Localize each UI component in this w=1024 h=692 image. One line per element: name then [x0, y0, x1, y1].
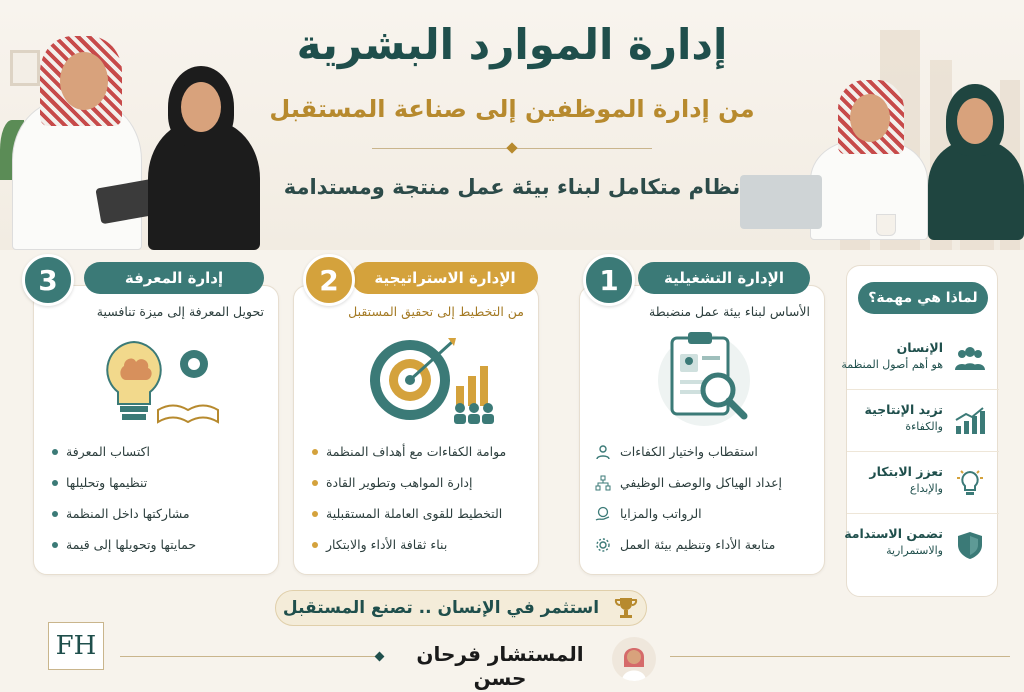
diamond-ornament: [375, 652, 385, 662]
why-row: [844, 514, 999, 576]
coffee-cup-icon: [876, 214, 896, 236]
card-list: [594, 436, 804, 560]
list-item-label: مشاركتها داخل المنظمة: [66, 506, 190, 521]
card-list: [312, 436, 522, 560]
list-item: [594, 498, 804, 529]
why-row: [847, 390, 999, 452]
card-number-3: 3: [22, 254, 74, 306]
why-row-title: تزيد الإنتاجية: [864, 402, 943, 417]
list-item-label: موامة الكفاءات مع أهداف المنظمة: [326, 444, 507, 459]
lightbulb-brain-icon: [98, 336, 228, 426]
card-strategic: [293, 285, 539, 575]
bullet-dot: [312, 449, 318, 455]
list-item-label: تنظيمها وتحليلها: [66, 475, 148, 490]
list-item-label: متابعة الأداء وتنظيم بيئة العمل: [620, 537, 776, 552]
list-item: [594, 529, 804, 560]
trophy-icon: [613, 596, 639, 620]
list-item: [312, 436, 522, 467]
list-item-label: الرواتب والمزايا: [620, 506, 702, 521]
list-item-label: حمايتها وتحويلها إلى قيمة: [66, 537, 197, 552]
card-title-knowledge: إدارة المعرفة: [84, 262, 264, 294]
list-item: [52, 529, 262, 560]
target-growth-icon: [364, 336, 504, 426]
slogan-text: استثمر في الإنسان .. تصنع المستقبل: [282, 598, 600, 618]
card-operational: [579, 285, 825, 575]
list-item-label: بناء ثقافة الأداء والابتكار: [326, 537, 448, 552]
list-item-label: إعداد الهياكل والوصف الوظيفي: [620, 475, 783, 490]
card-list: [52, 436, 262, 560]
bullet-dot: [312, 480, 318, 486]
wall-frame: [10, 50, 40, 86]
bullet-dot: [52, 542, 58, 548]
why-row-text: والكفاءة: [905, 420, 943, 433]
people-icon: [594, 443, 612, 461]
why-heading: لماذا هي مهمة؟: [858, 282, 988, 314]
shield-icon: [953, 530, 987, 560]
page-subtitle: من إدارة الموظفين إلى صناعة المستقبل: [269, 95, 755, 123]
why-panel: [841, 265, 998, 597]
salary-icon: [594, 505, 612, 523]
why-row-title: تعزز الابتكار: [869, 464, 943, 479]
lightbulb-icon: [953, 468, 987, 498]
card-number-2: 2: [303, 254, 355, 306]
why-row: [847, 452, 999, 514]
author-signature: المستشار فرحان حسن: [416, 642, 584, 690]
list-item-label: إدارة المواهب وتطوير القادة: [326, 475, 473, 490]
list-item: [52, 467, 262, 498]
why-row-title: تضمن الاستدامة: [844, 526, 943, 541]
bullet-dot: [312, 511, 318, 517]
list-item: [52, 498, 262, 529]
why-row-title: الإنسان: [896, 340, 943, 355]
list-item: [594, 467, 804, 498]
why-row-text: هو أهم أصول المنظمة: [841, 358, 943, 371]
card-title-strategic: الإدارة الاستراتيجية: [352, 262, 538, 294]
org-chart-icon: [594, 474, 612, 492]
list-item-label: اكتساب المعرفة: [66, 444, 151, 459]
logo: FH: [48, 622, 104, 670]
page-title: إدارة الموارد البشرية: [296, 20, 728, 69]
card-subtitle: تحويل المعرفة إلى ميزة تنافسية: [96, 304, 264, 319]
card-subtitle: الأساس لبناء بيئة عمل منضبطة: [649, 304, 810, 319]
list-item-label: استقطاب واختيار الكفاءات: [620, 444, 758, 459]
gear-icon: [594, 536, 612, 554]
bullet-dot: [52, 480, 58, 486]
bullet-dot: [52, 449, 58, 455]
list-item: [594, 436, 804, 467]
list-item: [312, 529, 522, 560]
card-title-operational: الإدارة التشغيلية: [638, 262, 810, 294]
team-icon: [953, 344, 987, 374]
card-subtitle: من التخطيط إلى تحقيق المستقبل: [348, 304, 524, 319]
growth-chart-icon: [953, 406, 987, 436]
list-item: [312, 498, 522, 529]
list-item: [312, 467, 522, 498]
signature-line-right: [670, 656, 1010, 657]
list-item-label: التخطيط للقوى العاملة المستقبلية: [326, 506, 503, 521]
why-row-text: والاستمرارية: [886, 544, 943, 557]
slogan-banner: [275, 590, 647, 626]
bullet-dot: [312, 542, 318, 548]
signature-line-left: [120, 656, 380, 657]
why-row-text: والإبداع: [909, 482, 943, 495]
tagline: نظام متكامل لبناء بيئة عمل منتجة ومستدامة: [283, 175, 741, 199]
avatar: [612, 637, 656, 681]
bullet-dot: [52, 511, 58, 517]
clipboard-search-icon: [652, 328, 756, 428]
why-row: [841, 328, 999, 390]
card-number-1: 1: [583, 254, 635, 306]
list-item: [52, 436, 262, 467]
card-knowledge: [33, 285, 279, 575]
